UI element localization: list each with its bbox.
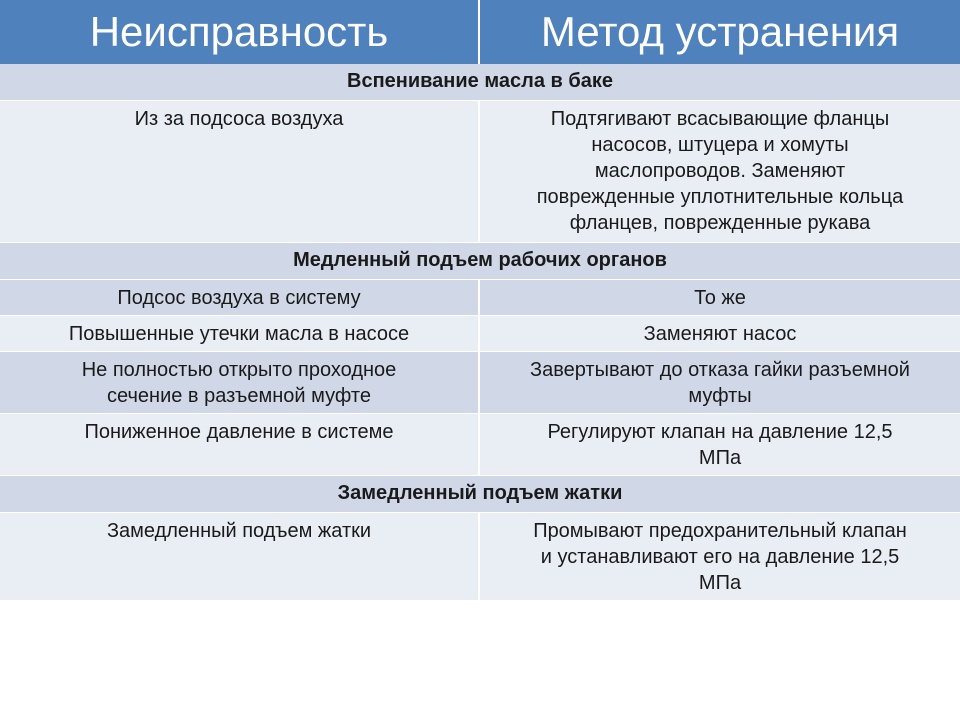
method-cell — [480, 352, 960, 413]
section-row — [0, 243, 960, 280]
method-line: маслопроводов. Заменяют — [594, 160, 846, 182]
section-title: Замедленный подъем жатки — [0, 476, 960, 512]
header-method: Метод устранения — [480, 0, 960, 64]
table-header-row — [0, 0, 960, 64]
header-fault: Неисправность — [0, 0, 480, 64]
method-cell — [480, 414, 960, 475]
section-row — [0, 64, 960, 101]
table-row — [0, 513, 960, 601]
method-line: МПа — [698, 447, 742, 469]
table-row — [0, 316, 960, 352]
method-line: фланцев, поврежденные рукава — [569, 212, 871, 234]
method-line: Завертывают до отказа гайки разъемной — [530, 359, 910, 381]
method-line: МПа — [698, 572, 742, 594]
fault-cell: Пониженное давление в системе — [0, 414, 480, 475]
method-line: и устанавливают его на давление 12,5 — [540, 546, 900, 568]
method-line: насосов, штуцера и хомуты — [591, 134, 849, 156]
section-title: Медленный подъем рабочих органов — [0, 243, 960, 279]
fault-line: Не полностью открыто проходное — [81, 359, 397, 381]
method-cell: Заменяют насос — [480, 316, 960, 351]
method-cell — [480, 513, 960, 600]
method-line: муфты — [688, 385, 752, 407]
fault-cell: Из за подсоса воздуха — [0, 101, 480, 242]
fault-cell: Повышенные утечки масла в насосе — [0, 316, 480, 351]
method-line: Регулируют клапан на давление 12,5 — [547, 421, 893, 443]
section-title: Вспенивание масла в баке — [0, 64, 960, 100]
method-line: поврежденные уплотнительные кольца — [536, 186, 904, 208]
method-line: Подтягивают всасывающие фланцы — [550, 108, 890, 130]
table-row — [0, 101, 960, 243]
fault-line: сечение в разъемной муфте — [107, 385, 371, 407]
table-row — [0, 414, 960, 476]
table-row — [0, 280, 960, 316]
section-row — [0, 476, 960, 513]
method-line: Промывают предохранительный клапан — [533, 520, 907, 542]
table-row — [0, 352, 960, 414]
fault-cell: Замедленный подъем жатки — [0, 513, 480, 600]
fault-cell: Подсос воздуха в систему — [0, 280, 480, 315]
method-cell — [480, 101, 960, 242]
fault-cell — [0, 352, 480, 413]
method-cell: То же — [480, 280, 960, 315]
